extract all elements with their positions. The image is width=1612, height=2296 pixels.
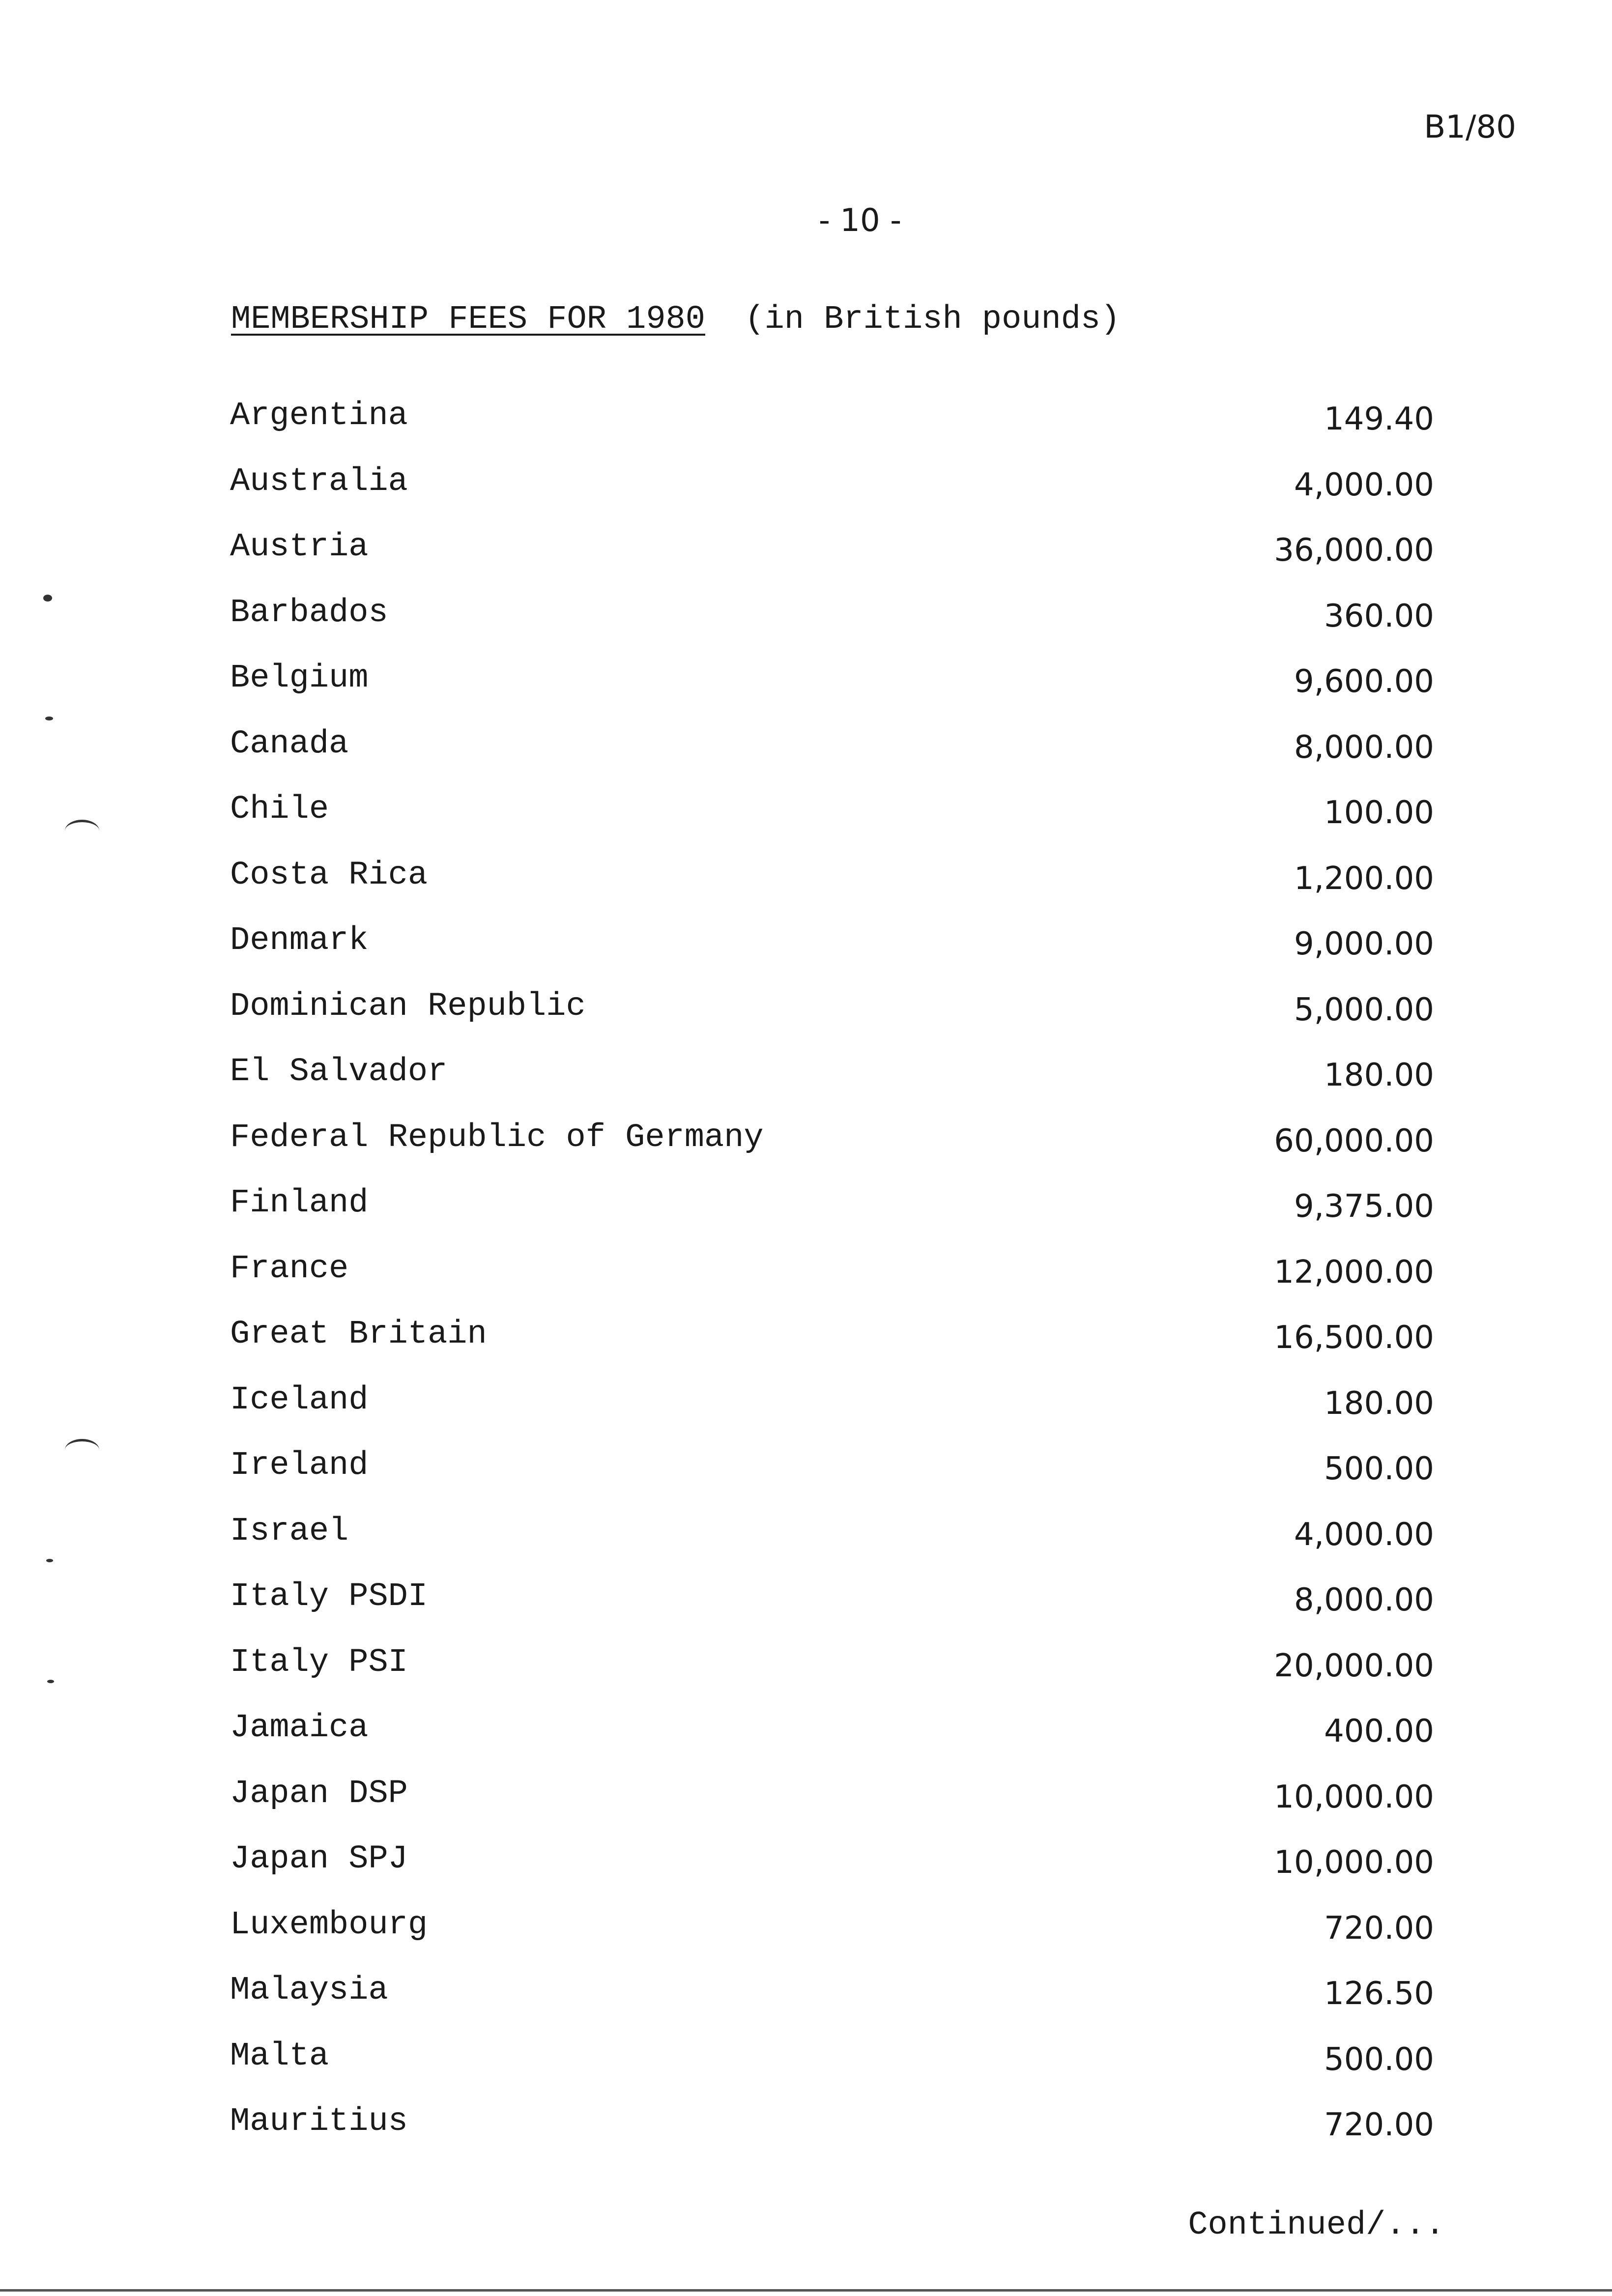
fee-country: Iceland: [230, 1381, 369, 1419]
page-bottom-rule: [0, 2289, 1612, 2292]
fee-amount: 180.00: [1324, 1057, 1434, 1093]
fee-country: Federal Republic of Germany: [230, 1119, 764, 1156]
fee-amount: 12,000.00: [1274, 1254, 1434, 1291]
fee-country: Israel: [230, 1512, 349, 1550]
fee-row: [230, 1775, 1434, 1841]
fee-country: Barbados: [230, 594, 388, 631]
fee-amount: 9,375.00: [1294, 1188, 1434, 1225]
fee-country: Dominican Republic: [230, 987, 586, 1025]
fee-country: Malta: [230, 2037, 329, 2075]
page-number: - 10 -: [818, 202, 902, 239]
fee-row: [230, 1119, 1434, 1185]
fee-amount: 100.00: [1324, 795, 1434, 831]
fee-row: [230, 1513, 1434, 1578]
fee-row: [230, 988, 1434, 1054]
fee-amount: 9,600.00: [1294, 663, 1434, 700]
fee-amount: 4,000.00: [1294, 1516, 1434, 1553]
fee-country: Japan DSP: [230, 1775, 408, 1812]
fee-country: Austria: [230, 528, 369, 566]
section-heading: [231, 301, 1120, 338]
fee-amount: 500.00: [1324, 2041, 1434, 2078]
fee-amount: 5,000.00: [1294, 991, 1434, 1028]
fee-row: [230, 791, 1434, 857]
fee-country: France: [230, 1250, 349, 1288]
fee-country: Canada: [230, 725, 349, 763]
fee-country: Chile: [230, 791, 329, 828]
binder-hole-mark: [65, 1439, 99, 1461]
fee-amount: 10,000.00: [1274, 1844, 1434, 1881]
fee-row: [230, 1447, 1434, 1513]
fee-row: [230, 1840, 1434, 1906]
scan-speck: [43, 595, 52, 602]
fee-country: Malaysia: [230, 1972, 388, 2009]
fee-amount: 720.00: [1324, 1910, 1434, 1947]
fee-row: [230, 1053, 1434, 1119]
fee-country: El Salvador: [230, 1053, 448, 1091]
fee-amount: 400.00: [1324, 1713, 1434, 1750]
fee-amount: 8,000.00: [1294, 1582, 1434, 1618]
fee-amount: 4,000.00: [1294, 466, 1434, 503]
fee-country: Japan SPJ: [230, 1840, 408, 1878]
fee-country: Australia: [230, 462, 408, 500]
fee-row: [230, 1316, 1434, 1381]
fee-country: Denmark: [230, 922, 369, 959]
fee-country: Luxembourg: [230, 1906, 428, 1944]
scan-speck: [47, 1680, 54, 1683]
fee-amount: 1,200.00: [1294, 860, 1434, 897]
fee-amount: 360.00: [1324, 598, 1434, 634]
fee-row: [230, 1381, 1434, 1447]
fee-row: [230, 725, 1434, 791]
fees-table: [230, 397, 1434, 2169]
fee-country: Argentina: [230, 397, 408, 434]
fee-amount: 16,500.00: [1274, 1320, 1434, 1356]
fee-row: [230, 2103, 1434, 2169]
fee-amount: 8,000.00: [1294, 729, 1434, 766]
fee-row: [230, 1578, 1434, 1644]
fee-amount: 10,000.00: [1274, 1779, 1434, 1815]
heading-subtitle: (in British pounds): [745, 301, 1121, 338]
fee-row: [230, 1906, 1434, 1972]
fee-amount: 36,000.00: [1274, 532, 1434, 569]
fee-row: [230, 463, 1434, 529]
fee-row: [230, 922, 1434, 988]
fee-amount: 126.50: [1324, 1976, 1434, 2012]
fee-row: [230, 1972, 1434, 2038]
fee-row: [230, 1184, 1434, 1250]
fee-country: Belgium: [230, 660, 369, 697]
fee-country: Great Britain: [230, 1316, 487, 1353]
fee-country: Jamaica: [230, 1709, 369, 1747]
fee-row: [230, 2038, 1434, 2103]
fee-country: Ireland: [230, 1447, 369, 1484]
fee-amount: 500.00: [1324, 1451, 1434, 1487]
fee-country: Mauritius: [230, 2103, 408, 2140]
fee-row: [230, 1709, 1434, 1775]
fee-country: Costa Rica: [230, 856, 428, 894]
fee-row: [230, 528, 1434, 594]
fee-country: Finland: [230, 1184, 369, 1222]
fee-row: [230, 857, 1434, 922]
scan-speck: [46, 1559, 53, 1562]
document-reference: B1/80: [1424, 109, 1516, 145]
scan-speck: [45, 717, 53, 720]
continued-note: Continued/...: [1188, 2207, 1445, 2244]
fee-country: Italy PSI: [230, 1643, 408, 1681]
fee-amount: 20,000.00: [1274, 1647, 1434, 1684]
binder-hole-mark: [65, 820, 99, 842]
fee-country: Italy PSDI: [230, 1578, 428, 1615]
fee-row: [230, 1250, 1434, 1316]
fee-amount: 9,000.00: [1294, 926, 1434, 962]
heading-title: MEMBERSHIP FEES FOR 1980: [231, 301, 705, 338]
fee-row: [230, 397, 1434, 463]
fee-row: [230, 660, 1434, 725]
fee-amount: 149.40: [1324, 401, 1434, 437]
fee-amount: 60,000.00: [1274, 1122, 1434, 1159]
fee-row: [230, 1644, 1434, 1710]
fee-amount: 180.00: [1324, 1385, 1434, 1422]
fee-row: [230, 594, 1434, 660]
fee-amount: 720.00: [1324, 2107, 1434, 2143]
